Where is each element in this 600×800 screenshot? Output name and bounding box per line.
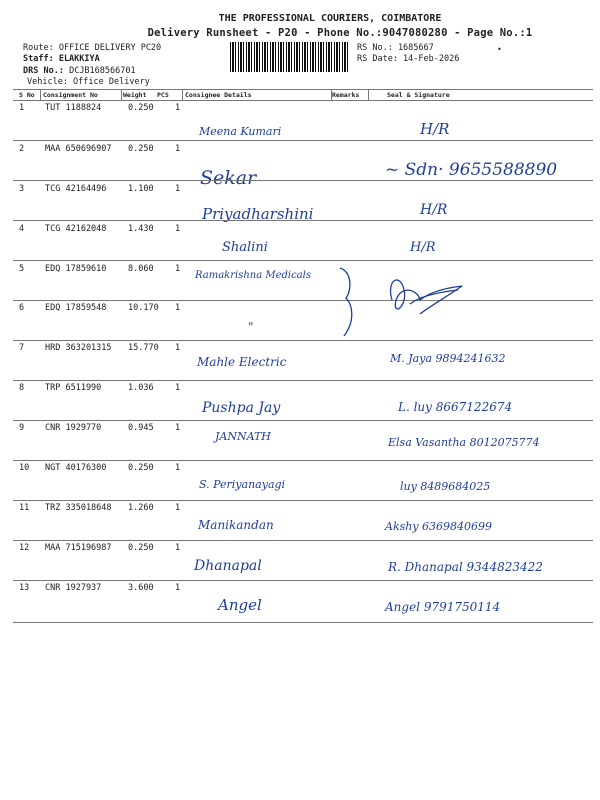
row-weight: 1.100 (128, 184, 154, 194)
row-seal: Akshy 6369840699 (385, 520, 493, 533)
company-title: THE PROFESSIONAL COURIERS, COIMBATORE (218, 13, 442, 24)
row-weight: 1.260 (128, 503, 154, 513)
signature-stroke (410, 290, 458, 304)
row-pcs: 1 (175, 423, 181, 433)
row-sno: 13 (19, 583, 30, 593)
col-weight: Weight (123, 91, 147, 99)
row-pcs: 1 (175, 103, 181, 113)
row-weight: 15.770 (128, 343, 159, 353)
row-pcs: 1 (175, 543, 181, 553)
row-consignment: EDQ 17859548 (45, 303, 107, 313)
column-divider (121, 90, 122, 100)
row-pcs: 1 (175, 343, 181, 353)
row-consignee: Ramakrishna Medicals (195, 270, 312, 281)
row-consignment: EDQ 17859610 (45, 264, 107, 274)
row-pcs: 1 (175, 264, 181, 274)
row-weight: 0.250 (128, 144, 154, 154)
row-consignment: TRZ 335018648 (45, 503, 112, 513)
row-weight: 8.060 (128, 264, 154, 274)
row-pcs: 1 (175, 583, 181, 593)
row-weight: 0.250 (128, 463, 154, 473)
row-weight: 0.250 (128, 103, 154, 113)
row-sno: 2 (19, 144, 25, 154)
row-divider (13, 380, 593, 381)
row-consignee: Pushpa Jay (202, 400, 281, 416)
row-seal: Angel 9791750114 (385, 600, 501, 614)
drs-number (23, 66, 136, 76)
row-pcs: 1 (175, 224, 181, 234)
row-sno: 11 (19, 503, 30, 513)
table-header-border (13, 100, 593, 101)
row-consignment: TUT 1188824 (45, 103, 102, 113)
col-consignee: Consignee Details (185, 91, 252, 99)
rs-date: RS Date: 14-Feb-2026 (357, 54, 460, 64)
row-seal: M. Jaya 9894241632 (390, 352, 506, 365)
row-divider (13, 300, 593, 301)
row-consignment: MAA 715196987 (45, 543, 112, 553)
row-consignee: Shalini (222, 240, 268, 255)
row-pcs: 1 (175, 383, 181, 393)
row-weight: 10.170 (128, 303, 159, 313)
row-seal: ~ Sdn· 9655588890 (385, 160, 558, 180)
row-consignee: S. Periyanayagi (199, 478, 286, 491)
col-consignment: Consignment No (43, 91, 98, 99)
row-weight: 0.250 (128, 543, 154, 553)
row-consignment: TRP 6511990 (45, 383, 102, 393)
row-sno: 10 (19, 463, 30, 473)
row-seal: H/R (420, 120, 450, 138)
row-divider (13, 540, 593, 541)
column-divider (182, 90, 183, 100)
row-consignee: Sekar (200, 167, 257, 189)
row-seal: Elsa Vasantha 8012075774 (388, 436, 540, 449)
row-seal: R. Dhanapal 9344823422 (388, 560, 543, 574)
signature-stroke (391, 280, 462, 314)
row-pcs: 1 (175, 184, 181, 194)
row-consignee: Angel (218, 596, 262, 614)
row-divider (13, 340, 593, 341)
row-sno: 8 (19, 383, 25, 393)
row-consignment: HRD 363201315 (45, 343, 112, 353)
row-pcs: 1 (175, 303, 181, 313)
staff-label: Staff: ELAKKIYA (23, 54, 100, 64)
row-pcs: 1 (175, 463, 181, 473)
row-consignee: Priyadharshini (202, 205, 314, 223)
row-sno: 12 (19, 543, 30, 553)
runsheet-subtitle: Delivery Runsheet - P20 - Phone No.:9047080280 - Page No.:1 (147, 27, 533, 39)
row-divider (13, 500, 593, 501)
brace-mark (340, 268, 352, 336)
row-sno: 3 (19, 184, 25, 194)
row-weight: 3.600 (128, 583, 154, 593)
row-pcs: 1 (175, 503, 181, 513)
row-divider (13, 260, 593, 261)
col-pcs: PCS (157, 91, 169, 99)
vehicle-label: Vehicle: Office Delivery (27, 77, 150, 87)
row-seal: luy 8489684025 (400, 480, 491, 493)
row-consignment: TCG 42162048 (45, 224, 107, 234)
row-consignment: CNR 1927937 (45, 583, 102, 593)
row-divider (13, 622, 593, 623)
row-pcs: 1 (175, 144, 181, 154)
barcode (230, 42, 350, 72)
drs-value: DCJB168566701 (69, 66, 136, 76)
row-sno: 9 (19, 423, 25, 433)
col-seal: Seal & Signature (387, 91, 450, 99)
page-mark: • (497, 45, 502, 54)
row-divider (13, 140, 593, 141)
row-seal: H/R (420, 202, 448, 218)
row-sno: 7 (19, 343, 25, 353)
row-consignee: " (248, 320, 254, 334)
col-sno: S No (19, 91, 35, 99)
row-consignment: CNR 1929770 (45, 423, 102, 433)
row-sno: 4 (19, 224, 25, 234)
table-top-border (13, 89, 593, 90)
row-sno: 5 (19, 264, 25, 274)
row-divider (13, 460, 593, 461)
row-consignee: Manikandan (198, 518, 274, 532)
row-sno: 6 (19, 303, 25, 313)
row-divider (13, 420, 593, 421)
row-divider (13, 220, 593, 221)
row-divider (13, 180, 593, 181)
row-consignment: MAA 650696907 (45, 144, 112, 154)
row-weight: 1.430 (128, 224, 154, 234)
drs-label: DRS No.: (23, 66, 64, 76)
row-consignee: Dhanapal (194, 558, 262, 574)
row-consignee: Mahle Electric (197, 355, 287, 369)
row-consignee: JANNATH (215, 430, 271, 443)
row-weight: 0.945 (128, 423, 154, 433)
row-sno: 1 (19, 103, 25, 113)
row-seal: H/R (410, 240, 436, 255)
row-weight: 1.036 (128, 383, 154, 393)
row-consignment: TCG 42164496 (45, 184, 107, 194)
row-seal: L. luy 8667122674 (398, 400, 513, 414)
rs-number: RS No.: 1685667 (357, 43, 434, 53)
col-remarks: Remarks (332, 91, 360, 99)
row-consignment: NGT 40176300 (45, 463, 107, 473)
column-divider (40, 90, 41, 100)
row-consignee: Meena Kumari (199, 125, 282, 138)
row-divider (13, 580, 593, 581)
route-label: Route: OFFICE DELIVERY PC20 (23, 43, 162, 53)
column-divider (368, 90, 369, 100)
